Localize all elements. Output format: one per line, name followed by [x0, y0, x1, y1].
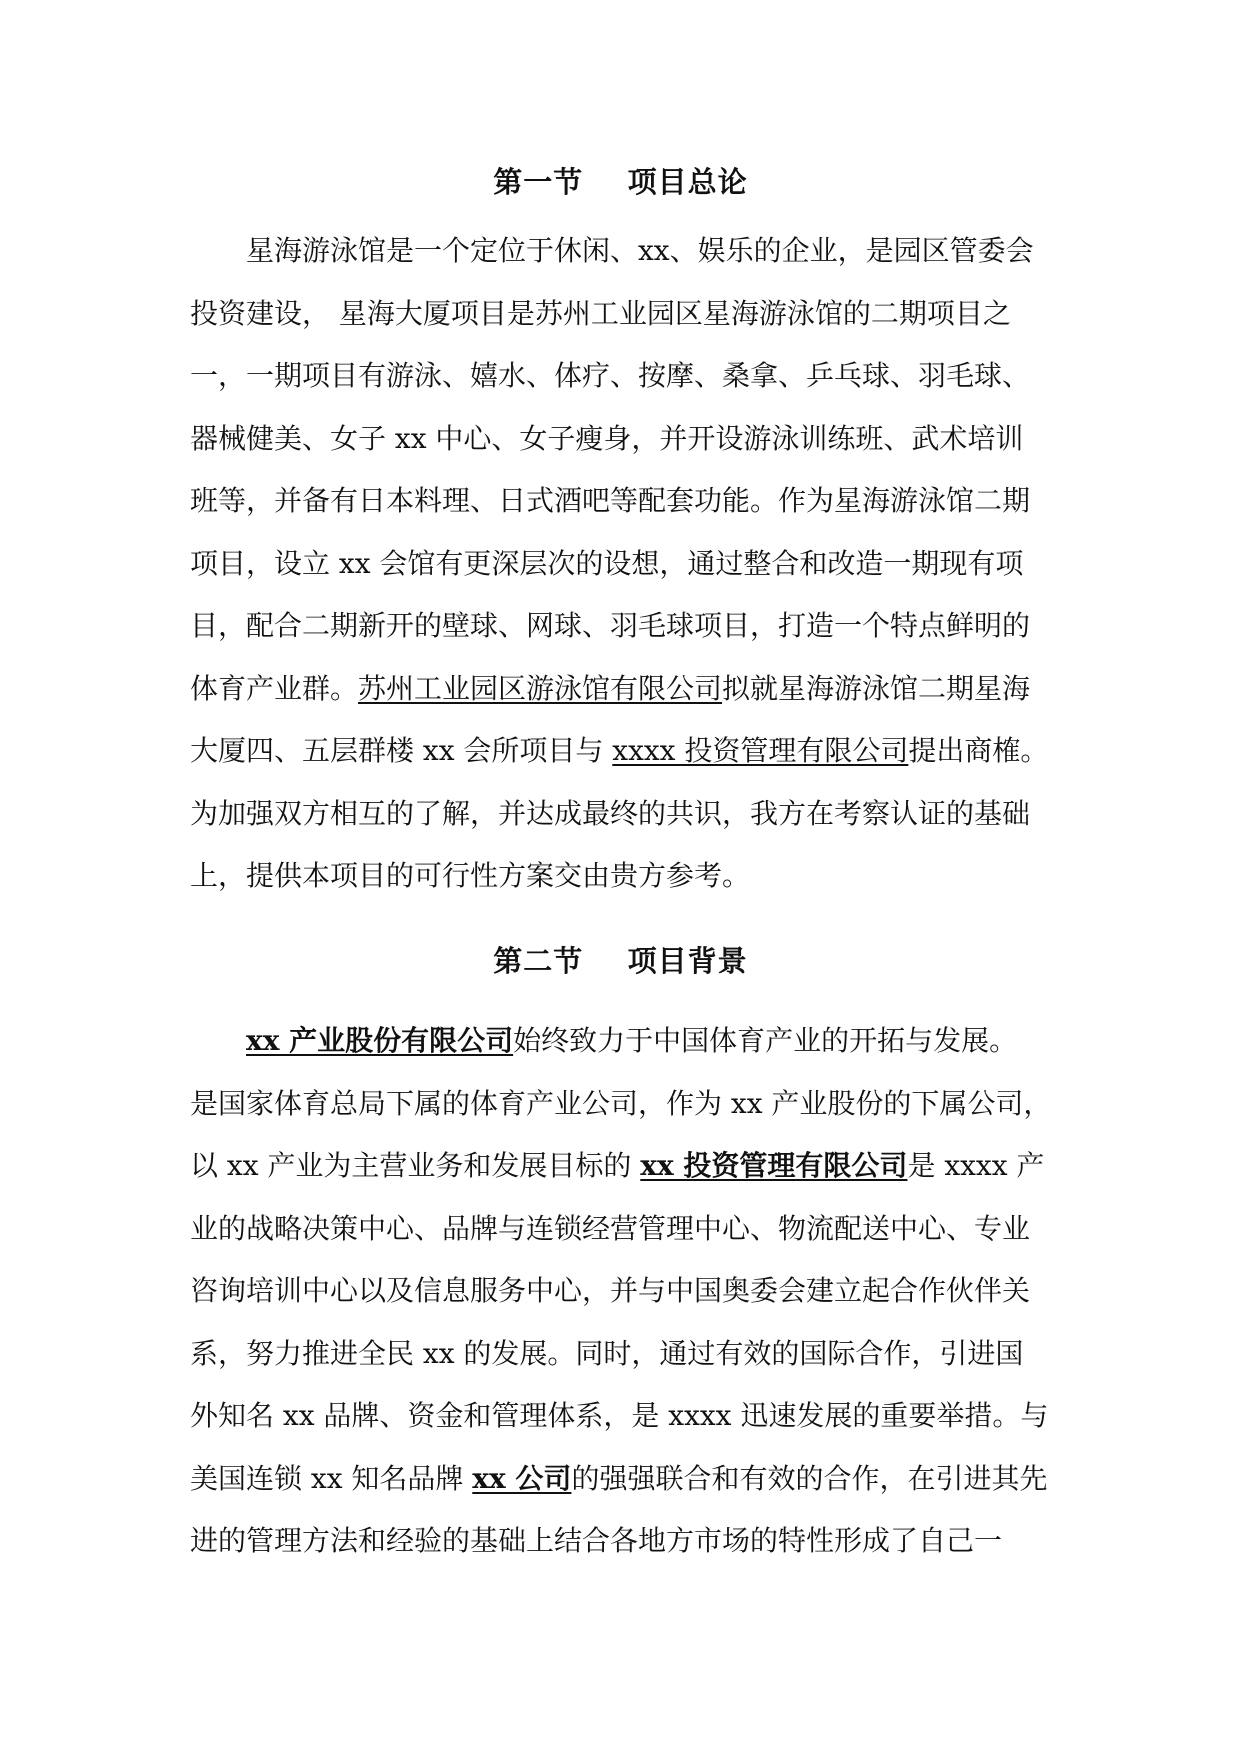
text-run: 大厦四、五层群楼 xx 会所项目与	[190, 734, 613, 767]
paragraph-line: 器械健美、女子 xx 中心、女子瘦身，并开设游泳训练班、武术培训	[190, 421, 1024, 455]
paragraph-line: 外知名 xx 品牌、资金和管理体系，是 xxxx 迅速发展的重要举措。与	[190, 1399, 1049, 1432]
section-heading-2: 第二节 项目背景	[493, 944, 748, 978]
section-1-paragraph	[190, 220, 1070, 908]
company-name-underlined: 苏州工业园区游泳馆有限公司	[358, 671, 723, 705]
paragraph-line: 项目，设立 xx 会馆有更深层次的设想，通过整合和改造一期现有项	[190, 546, 1024, 580]
paragraph-line	[190, 1448, 1070, 1511]
paragraph-line: 咨询培训中心以及信息服务中心，并与中国奥委会建立起合作伙伴关	[190, 1274, 1031, 1307]
text-run: 提出商榷。	[908, 734, 1049, 767]
paragraph-line: 为加强双方相互的了解，并达成最终的共识，我方在考察认证的基础	[190, 796, 1031, 830]
paragraph-line: 上，提供本项目的可行性方案交由贵方参考。	[190, 859, 751, 892]
company-name-bold-underlined: xx 公司	[472, 1461, 572, 1495]
paragraph-line	[190, 1010, 1070, 1073]
text-run: 美国连锁 xx 知名品牌	[190, 1461, 473, 1495]
text-run: 体育产业群。	[190, 671, 359, 705]
paragraph-line: 业的战略决策中心、品牌与连锁经营管理中心、物流配送中心、专业	[190, 1211, 1031, 1245]
text-run: 拟就星海游泳馆二期星海	[722, 671, 1031, 705]
company-name-bold-underlined: xx 投资管理有限公司	[640, 1149, 908, 1182]
paragraph-line	[190, 720, 1070, 783]
paragraph-line	[190, 658, 1070, 721]
paragraph-line: 班等，并备有日本料理、日式酒吧等配套功能。作为星海游泳馆二期	[190, 484, 1031, 517]
paragraph-line: 进的管理方法和经验的基础上结合各地方市场的特性形成了自己一	[190, 1524, 1003, 1557]
paragraph-line: 系，努力推进全民 xx 的发展。同时，通过有效的国际合作，引进国	[190, 1336, 1024, 1370]
paragraph-line: 是国家体育总局下属的体育产业公司，作为 xx 产业股份的下属公司，	[190, 1086, 1052, 1120]
paragraph-line: 星海游泳馆是一个定位于休闲、xx、娱乐的企业，是园区管委会	[246, 234, 1034, 267]
text-run: 是 xxxx 产	[907, 1149, 1045, 1182]
text-run: 以 xx 产业为主营业务和发展目标的	[190, 1149, 641, 1182]
paragraph-line	[190, 1135, 1070, 1198]
company-name-bold-underlined: xx 产业股份有限公司	[246, 1024, 514, 1057]
paragraph-line: 一，一期项目有游泳、嬉水、体疗、按摩、桑拿、乒乓球、羽毛球、	[190, 359, 1031, 392]
paragraph-line: 目，配合二期新开的壁球、网球、羽毛球项目，打造一个特点鲜明的	[190, 609, 1031, 642]
company-name-underlined: xxxx 投资管理有限公司	[612, 734, 909, 767]
text-run: 的强强联合和有效的合作，在引进其先	[571, 1461, 1048, 1495]
section-2-paragraph	[190, 1010, 1070, 1573]
paragraph-line: 投资建设， 星海大厦项目是苏州工业园区星海游泳馆的二期项目之	[190, 296, 1011, 330]
text-run: 始终致力于中国体育产业的开拓与发展。	[513, 1024, 1018, 1057]
section-heading-1: 第一节 项目总论	[493, 165, 748, 199]
